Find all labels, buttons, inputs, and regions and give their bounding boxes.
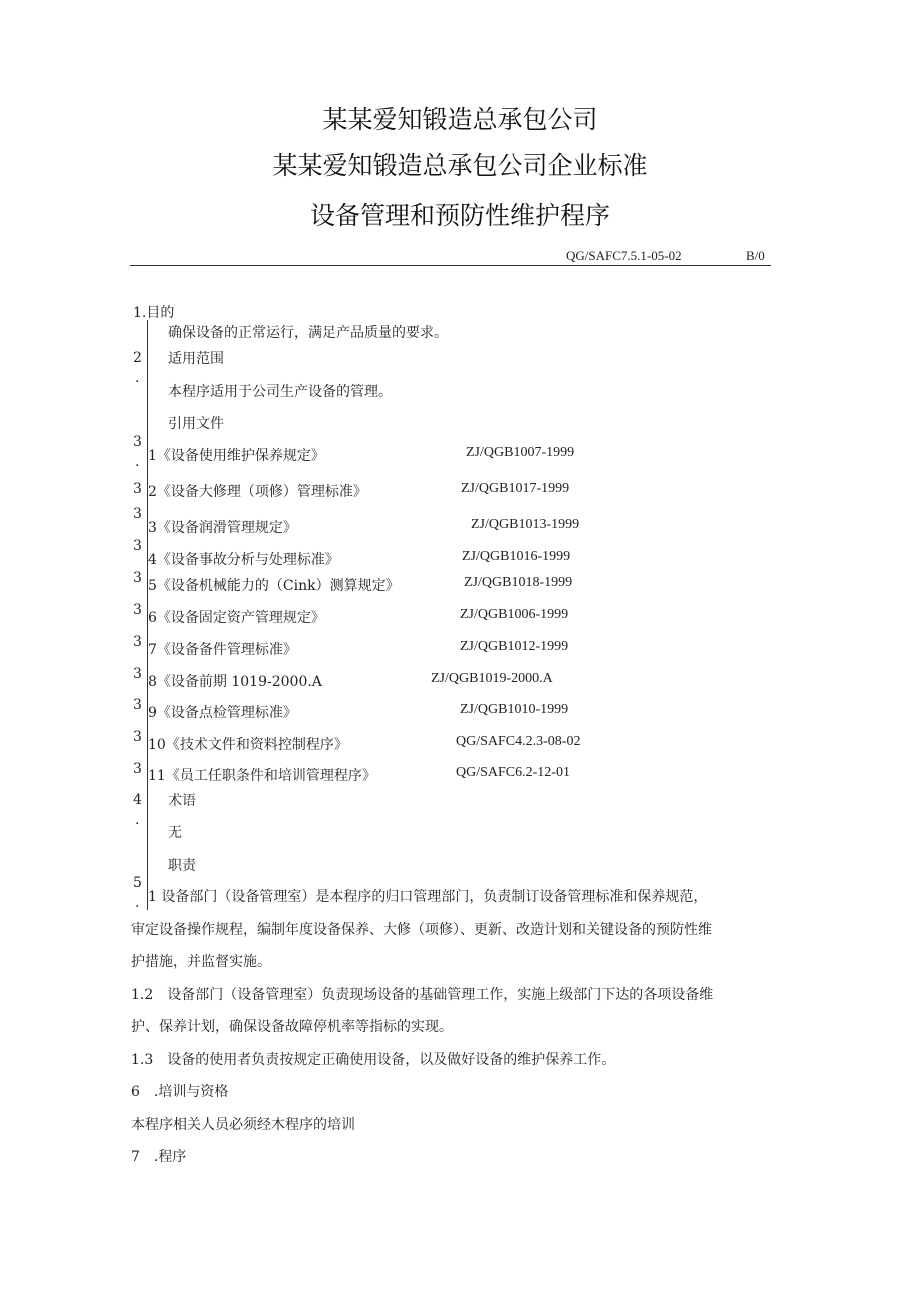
section-2-dot: . xyxy=(135,370,140,386)
reference-title: 3《设备润滑管理规定》 xyxy=(148,520,297,536)
section-5-dot: . xyxy=(135,895,140,911)
company-title: 某某爱知锻造总承包公司 xyxy=(322,105,598,134)
section-3-dot: . xyxy=(135,454,140,470)
reference-margin-number: 3 xyxy=(133,729,142,745)
document-title: 设备管理和预防性维护程序 xyxy=(309,201,610,230)
reference-title: 4《设备事故分析与处理标准》 xyxy=(148,552,339,568)
section-4-heading: 术语 xyxy=(168,793,196,809)
section-5-1-line-2: 审定设备操作规程，编制年度设备保养、大修（项修）、更新、改造计划和关键设备的预防性维 xyxy=(131,922,712,938)
section-7-heading: 7 .程序 xyxy=(131,1149,187,1165)
section-1-text: 确保设备的正常运行，满足产品质量的要求。 xyxy=(168,325,448,341)
reference-code: ZJ/QGB1010-1999 xyxy=(460,702,569,717)
reference-code: ZJ/QGB1019-2000.A xyxy=(431,671,553,686)
section-4-text: 无 xyxy=(168,825,182,841)
section-3-number: 3 xyxy=(133,434,142,450)
reference-code: ZJ/QGB1006-1999 xyxy=(460,607,569,622)
section-1-heading: 1.目的 xyxy=(133,305,175,321)
reference-title: 8《设备前期 1019-2000.A xyxy=(148,674,322,690)
reference-margin-number: 3 xyxy=(133,602,142,618)
section-5-1-line-3: 护措施，并监督实施。 xyxy=(131,954,271,970)
revision: B/0 xyxy=(746,248,765,263)
reference-margin-number: 3 xyxy=(133,697,142,713)
reference-code: ZJ/QGB1018-1999 xyxy=(464,575,573,590)
document-code: QG/SAFC7.5.1-05-02 xyxy=(566,248,682,263)
section-2-text: 本程序适用于公司生产设备的管理。 xyxy=(168,384,392,400)
reference-title: 11《员工任职条件和培训管理程序》 xyxy=(148,768,376,784)
reference-margin-number: 3 xyxy=(133,666,142,682)
section-4-dot: . xyxy=(135,812,140,828)
reference-margin-number: 3 xyxy=(133,481,142,497)
standard-title: 某某爱知锻造总承包公司企业标准 xyxy=(272,151,648,180)
reference-code: QG/SAFC6.2-12-01 xyxy=(456,765,570,780)
section-2-heading: 适用范围 xyxy=(168,351,224,367)
reference-code: ZJ/QGB1007-1999 xyxy=(466,445,575,460)
header-rule xyxy=(130,265,771,266)
reference-title: 7《设备备件管理标准》 xyxy=(148,642,297,658)
reference-margin-number: 3 xyxy=(133,570,142,586)
section-6-text: 本程序相关人员必须经木程序的培训 xyxy=(131,1117,355,1133)
reference-margin-number: 3 xyxy=(133,761,142,777)
reference-title: 9《设备点检管理标准》 xyxy=(148,705,297,721)
reference-title: 5《设备机械能力的（Cink）测算规定》 xyxy=(148,578,400,594)
section-5-3-line-1: 1.3 设备的使用者负责按规定正确使用设备，以及做好设备的维护保养工作。 xyxy=(131,1052,616,1068)
reference-title: 1《设备使用维护保养规定》 xyxy=(148,448,325,464)
reference-margin-number: 3 xyxy=(133,538,142,554)
reference-code: ZJ/QGB1012-1999 xyxy=(460,639,569,654)
section-6-heading: 6 .培训与资格 xyxy=(131,1084,229,1100)
section-5-heading: 职责 xyxy=(168,858,196,874)
section-5-1-line-1: 1 设备部门（设备管理室）是本程序的归口管理部门，负责制订设备管理标准和保养规范， xyxy=(148,889,708,905)
reference-code: ZJ/QGB1017-1999 xyxy=(461,481,570,496)
reference-title: 6《设备固定资产管理规定》 xyxy=(148,610,325,626)
section-5-2-line-1: 1.2 设备部门（设备管理室）负责现场设备的基础管理工作，实施上级部门下达的各项设备维 xyxy=(131,987,714,1003)
reference-margin-number: 3 xyxy=(133,506,142,522)
section-5-2-line-2: 护、保养计划，确保设备故障停机率等指标的实现。 xyxy=(131,1019,453,1035)
reference-code: QG/SAFC4.2.3-08-02 xyxy=(456,734,581,749)
section-2-number: 2 xyxy=(133,350,142,366)
section-4-number: 4 xyxy=(133,792,142,808)
reference-margin-number: 3 xyxy=(133,634,142,650)
section-3-heading: 引用文件 xyxy=(168,416,224,432)
reference-title: 10《技术文件和资料控制程序》 xyxy=(148,737,348,753)
reference-code: ZJ/QGB1013-1999 xyxy=(471,517,580,532)
reference-title: 2《设备大修理（项修）管理标准》 xyxy=(148,484,367,500)
reference-code: ZJ/QGB1016-1999 xyxy=(462,549,571,564)
section-5-number: 5 xyxy=(133,875,142,891)
